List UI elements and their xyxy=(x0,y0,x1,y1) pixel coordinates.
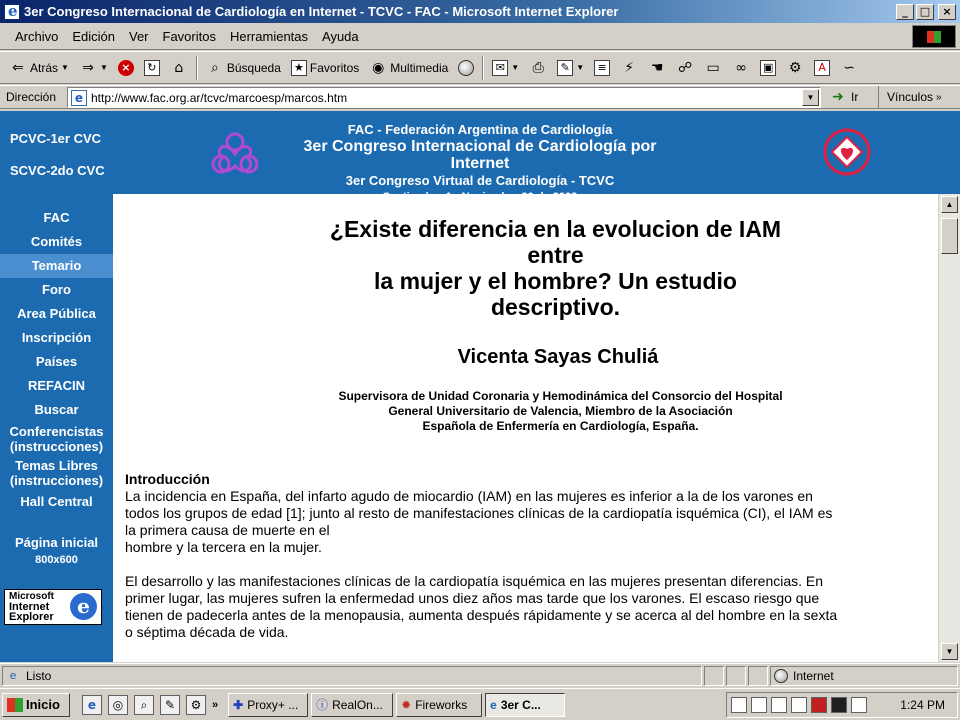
left-navigation xyxy=(0,194,113,662)
toolbar-separator xyxy=(196,56,198,80)
acrobat-icon: A xyxy=(814,60,830,76)
window-controls xyxy=(896,4,956,20)
paragraph-line: primer lugar, las mujeres sufren la enfermedad unos diez años mas tarde que los varones. El escaso riesgo que xyxy=(125,590,820,606)
history-icon xyxy=(458,60,474,76)
paragraph-line: La incidencia en España, del infarto agudo de miocardio (IAM) en las mujeres es inferior a la de los varones en xyxy=(125,488,813,504)
ie-app-icon[interactable] xyxy=(4,4,20,20)
nav-item-buscar[interactable]: Buscar xyxy=(34,402,79,417)
refresh-button[interactable] xyxy=(139,55,165,81)
network-icon: ⚙ xyxy=(788,59,802,76)
menu-archivo[interactable]: Archivo xyxy=(15,29,59,44)
home-button[interactable] xyxy=(165,55,193,81)
ie-quicklaunch-icon[interactable]: e xyxy=(82,695,102,715)
scroll-down-icon[interactable]: ▼ xyxy=(941,643,958,660)
nav-conferencistas-label: Conferencistas xyxy=(9,424,104,439)
page-status-icon: e xyxy=(9,669,17,682)
nav-item-fac[interactable]: FAC xyxy=(43,210,70,225)
go-button[interactable] xyxy=(829,88,858,106)
favorites-label: Favoritos xyxy=(309,60,360,75)
nav-item-comites[interactable]: Comités xyxy=(30,234,83,249)
acrobat-button[interactable] xyxy=(809,55,835,81)
congress-links xyxy=(10,123,105,187)
print-button[interactable] xyxy=(524,55,552,81)
forward-arrow-icon: ⇒ xyxy=(82,59,94,76)
link-icon: ∞ xyxy=(735,59,747,76)
banner-line-2: 3er Congreso Internacional de Cardiología por Internet xyxy=(303,138,657,172)
task-ie-active[interactable] xyxy=(485,693,565,717)
address-bar xyxy=(0,85,960,109)
nav-conferencistas-sub: (instrucciones) xyxy=(9,439,104,454)
paragraph-line: tienen de padecerla antes de la menopausia, aumenta después rápidamente y se acerca al del hombre en la sexta xyxy=(125,607,838,623)
author-affiliation xyxy=(113,389,938,434)
forward-dropdown-icon[interactable]: ▼ xyxy=(99,63,108,72)
media-label: Multimedia xyxy=(390,60,449,75)
menu-favoritos[interactable]: Favoritos xyxy=(162,29,216,44)
start-button[interactable] xyxy=(2,693,70,717)
nav-item-temario[interactable]: Temario xyxy=(0,254,113,278)
stop-icon: × xyxy=(118,60,134,76)
task-label: Proxy+ ... xyxy=(247,697,299,712)
menu-ayuda[interactable]: Ayuda xyxy=(322,29,359,44)
title-line: la mujer y el hombre? Un estudio xyxy=(374,268,737,294)
edit-quicklaunch-icon[interactable]: ✎ xyxy=(160,695,180,715)
site-banner xyxy=(0,111,960,194)
minimize-button[interactable]: _ xyxy=(896,4,914,20)
windows-flag-icon xyxy=(7,698,23,712)
tray-cd-icon[interactable] xyxy=(731,697,747,713)
tray-red-icon[interactable] xyxy=(811,697,827,713)
back-dropdown-icon[interactable]: ▼ xyxy=(61,63,69,72)
ie-badge-line-1: Microsoft xyxy=(9,591,54,602)
fireworks-icon: ✹ xyxy=(401,697,412,712)
ie-badge[interactable] xyxy=(4,589,102,625)
quicklaunch-more-icon[interactable]: » xyxy=(212,698,219,711)
address-label: Dirección xyxy=(6,90,57,104)
system-tray xyxy=(726,692,958,718)
messenger-icon: ☍ xyxy=(678,59,693,76)
close-button[interactable]: × xyxy=(938,4,956,20)
search-label: Búsqueda xyxy=(226,60,281,75)
window-title: 3er Congreso Internacional de Cardiología en Internet - TCVC - FAC - Microsoft Internet Explorer xyxy=(24,4,619,19)
affiliation-line: Supervisora de Unidad Coronaria y Hemodinámica del Consorcio del Hospital xyxy=(338,389,783,403)
fac-heart-logo-icon xyxy=(822,127,872,177)
tray-black-icon[interactable] xyxy=(831,697,847,713)
menu-bar xyxy=(0,24,960,50)
monitor-button[interactable] xyxy=(755,55,781,81)
monitor-icon: ▣ xyxy=(760,60,776,76)
banner-line-3: 3er Congreso Virtual de Cardiología - TCVC xyxy=(345,173,615,188)
favorites-icon: ★ xyxy=(291,60,307,76)
links-button[interactable] xyxy=(878,86,942,108)
scroll-up-icon[interactable]: ▲ xyxy=(941,196,958,213)
paragraph-line: la primera causa de muerte en el xyxy=(125,522,330,538)
address-field[interactable] xyxy=(67,87,821,108)
ie-badge-text xyxy=(9,592,54,622)
lightning-icon: ⚡ xyxy=(624,59,635,76)
scroll-thumb[interactable] xyxy=(941,218,958,254)
status-panel-2 xyxy=(726,666,746,686)
status-panel-3 xyxy=(748,666,768,686)
address-dropdown-icon[interactable]: ▼ xyxy=(802,89,819,106)
nav-item-refacin[interactable]: REFACIN xyxy=(27,378,86,393)
title-line: entre xyxy=(527,242,584,268)
section-heading: Introducción xyxy=(125,471,210,487)
forward-button[interactable] xyxy=(74,55,113,81)
hearts-logo-icon xyxy=(206,128,264,180)
mail-button[interactable] xyxy=(487,55,524,81)
taskbar xyxy=(0,688,960,720)
title-line: descriptivo. xyxy=(490,294,621,320)
status-text: Listo xyxy=(26,669,52,683)
zone-label: Internet xyxy=(793,669,834,683)
paragraph-line: o séptima década de vida. xyxy=(125,624,289,640)
nav-item-paises[interactable]: Países xyxy=(35,354,78,369)
vertical-scrollbar[interactable] xyxy=(938,194,960,662)
address-input[interactable] xyxy=(91,91,802,105)
page-icon: e xyxy=(71,90,87,106)
paragraph-line: hombre y la tercera en la mujer. xyxy=(125,539,322,555)
resolution-note: 800x600 xyxy=(35,554,78,566)
go-arrow-icon: ➜ xyxy=(832,89,844,105)
links-label: Vínculos xyxy=(887,90,934,104)
hand-button[interactable] xyxy=(643,55,671,81)
home-icon: ⌂ xyxy=(174,59,184,76)
menu-herramientas[interactable]: Herramientas xyxy=(229,29,309,44)
security-zone xyxy=(770,666,958,686)
tray-network-icon[interactable] xyxy=(771,697,787,713)
search-quicklaunch-icon[interactable]: ⌕ xyxy=(134,695,154,715)
proxy-icon: ✚ xyxy=(233,697,244,712)
back-label: Atrás xyxy=(30,60,59,75)
realone-icon: ⓘ xyxy=(316,698,329,712)
page-viewport xyxy=(0,111,960,662)
second-paragraph xyxy=(125,573,925,641)
internet-zone-icon xyxy=(774,669,788,683)
task-fireworks[interactable] xyxy=(396,693,482,717)
article-body xyxy=(125,471,925,641)
article-title xyxy=(113,216,938,320)
nav-temas-libres-label: Temas Libres xyxy=(15,458,98,473)
nav-item-temas-libres[interactable] xyxy=(0,456,113,490)
messenger-button[interactable] xyxy=(671,55,699,81)
article-author: Vicenta Sayas Chuliá xyxy=(457,346,659,368)
nav-item-pagina-inicial[interactable]: Página inicial xyxy=(14,535,99,550)
nav-item-inscripcion[interactable]: Inscripción xyxy=(21,330,92,345)
title-line: ¿Existe diferencia en la evolucion de IAM xyxy=(329,216,782,242)
tray-printer-icon[interactable] xyxy=(851,697,867,713)
menu-ver[interactable]: Ver xyxy=(129,29,149,44)
link-pcvc[interactable]: PCVC-1er CVC xyxy=(10,131,102,146)
paragraph-line: todos los grupos de edad [1]; junto al resto de manifestaciones clínicas de la cardiopatía isquémica (CI), el IAM es xyxy=(125,505,833,521)
links-chevron-icon: » xyxy=(936,91,942,103)
clock[interactable]: 1:24 PM xyxy=(900,698,945,712)
tray-shield-icon[interactable] xyxy=(791,697,807,713)
refresh-icon: ↻ xyxy=(144,60,160,76)
ie-badge-line-2: Internet xyxy=(9,601,50,613)
tools-quicklaunch-icon[interactable]: ⚙ xyxy=(186,695,206,715)
title-bar[interactable] xyxy=(0,0,960,23)
task-label: RealOn... xyxy=(332,697,383,712)
chain-icon: ∽ xyxy=(843,59,855,76)
maximize-button[interactable]: □ xyxy=(916,4,934,20)
tray-volume-icon[interactable] xyxy=(751,697,767,713)
folder-icon: ▭ xyxy=(706,59,720,76)
go-label: Ir xyxy=(851,90,859,104)
start-label: Inicio xyxy=(26,697,60,712)
status-text-panel xyxy=(2,666,702,686)
menu-edicion[interactable]: Edición xyxy=(72,29,115,44)
affiliation-line: Española de Enfermería en Cardiología, España. xyxy=(422,419,699,433)
quick-launch xyxy=(82,695,218,715)
mail-dropdown-icon[interactable]: ▼ xyxy=(511,63,520,72)
edit-dropdown-icon[interactable]: ▼ xyxy=(576,63,585,72)
task-label: Fireworks xyxy=(415,697,468,712)
link-scvc[interactable]: SCVC-2do CVC xyxy=(10,163,105,178)
back-arrow-icon: ⇐ xyxy=(12,59,24,76)
status-bar xyxy=(0,663,960,687)
nav-item-area-publica[interactable]: Area Pública xyxy=(17,306,96,321)
ie-badge-line-3: Explorer xyxy=(9,611,54,623)
ie-logo-icon: e xyxy=(70,593,97,620)
lightning-button[interactable] xyxy=(615,55,643,81)
task-proxy[interactable] xyxy=(228,693,308,717)
nav-item-foro[interactable]: Foro xyxy=(42,282,71,297)
edit-button[interactable] xyxy=(552,55,589,81)
favorites-button[interactable] xyxy=(286,55,364,81)
search-icon: ⌕ xyxy=(210,59,219,76)
intro-paragraph xyxy=(125,488,925,556)
folder-button[interactable] xyxy=(699,55,727,81)
media-icon: ◉ xyxy=(372,59,385,76)
status-panel-1 xyxy=(704,666,724,686)
history-button[interactable] xyxy=(453,55,479,81)
mail-icon: ✉ xyxy=(492,60,508,76)
windows-logo xyxy=(912,25,956,48)
hand-icon: ☚ xyxy=(650,59,664,76)
task-label: 3er C... xyxy=(500,697,541,712)
discuss-button[interactable] xyxy=(589,55,615,81)
network-button[interactable] xyxy=(781,55,809,81)
outlook-quicklaunch-icon[interactable]: ◎ xyxy=(108,695,128,715)
nav-temas-libres-sub: (instrucciones) xyxy=(9,473,104,488)
search-button[interactable] xyxy=(201,55,286,81)
chain-button[interactable] xyxy=(835,55,863,81)
discuss-icon: ≡ xyxy=(594,60,610,76)
task-realone[interactable] xyxy=(311,693,393,717)
paragraph-line: El desarrollo y las manifestaciones clínicas de la cardiopatía isquémica en las mujeres presentan diferencias. En xyxy=(125,573,824,589)
back-button[interactable] xyxy=(4,55,74,81)
edit-icon: ✎ xyxy=(557,60,573,76)
banner-line-1: FAC - Federación Argentina de Cardiología xyxy=(347,122,613,137)
media-button[interactable] xyxy=(364,55,453,81)
print-icon: ⎙ xyxy=(532,59,544,76)
nav-item-hall-central[interactable]: Hall Central xyxy=(20,494,93,509)
affiliation-line: General Universitario de Valencia, Miembro de la Asociación xyxy=(388,404,733,418)
toolbar-separator xyxy=(482,56,484,80)
ie-task-icon: e xyxy=(490,697,497,712)
toolbar xyxy=(0,51,960,84)
nav-item-conferencistas[interactable] xyxy=(0,422,113,456)
article-content xyxy=(113,194,938,662)
stop-button[interactable] xyxy=(113,55,139,81)
link-button[interactable] xyxy=(727,55,755,81)
